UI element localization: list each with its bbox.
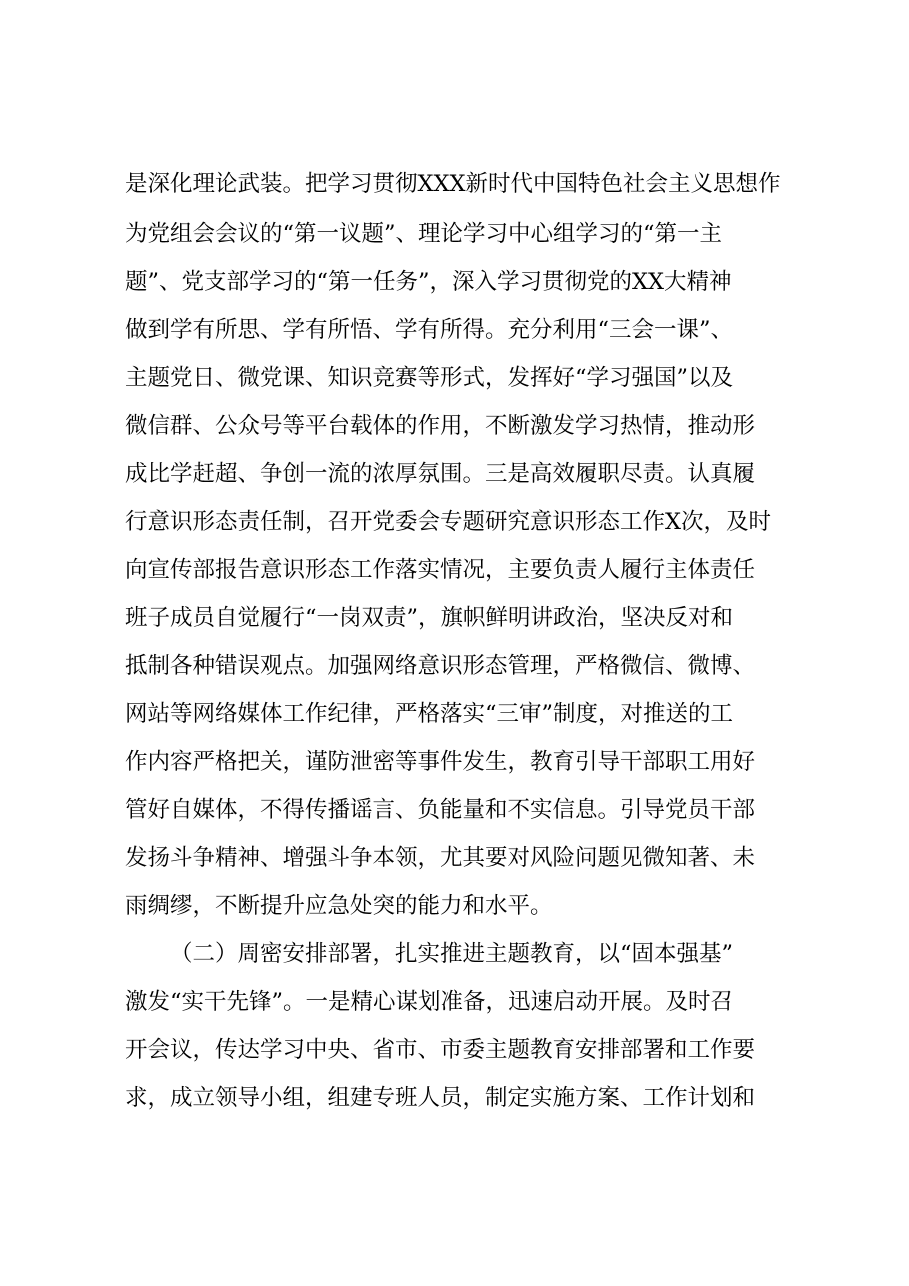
text-line: 网站等网络媒体工作纪律，严格落实“三审”制度，对推送的工: [125, 701, 734, 727]
text-line: 微信群、公众号等平台载体的作用，不断激发学习热情，推动形: [125, 413, 756, 439]
text-line: 向宣传部报告意识形态工作落实情况，主要负责人履行主体责任: [125, 557, 756, 583]
paragraph-heading-line: （二）周密安排部署，扎实推进主题教育，以“固本强基”: [170, 941, 734, 967]
text-line: 激发“实干先锋”。一是精心谋划准备，迅速启动开展。及时召: [125, 989, 734, 1015]
text-line: 发扬斗争精神、增强斗争本领，尤其要对风险问题见微知著、未: [125, 845, 756, 871]
text-line: 行意识形态责任制，召开党委会专题研究意识形态工作X次，及时: [125, 509, 772, 535]
text-line: 管好自媒体，不得传播谣言、负能量和不实信息。引导党员干部: [125, 797, 756, 823]
text-line: 开会议，传达学习中央、省市、市委主题教育安排部署和工作要: [125, 1037, 756, 1063]
text-line: 为党组会会议的“第一议题”、理论学习中心组学习的“第一主: [125, 221, 723, 247]
text-line: 是深化理论武装。把学习贯彻XXX新时代中国特色社会主义思想作: [125, 171, 781, 197]
text-line: 做到学有所思、学有所悟、学有所得。充分利用“三会一课”、: [125, 317, 734, 343]
text-line: 成比学赶超、争创一流的浓厚氛围。三是高效履职尽责。认真履: [125, 461, 756, 487]
text-line: 求，成立领导小组，组建专班人员，制定实施方案、工作计划和: [125, 1085, 756, 1111]
text-line: 班子成员自觉履行“一岗双责”，旗帜鲜明讲政治，坚决反对和: [125, 605, 734, 631]
text-line: 主题党日、微党课、知识竞赛等形式，发挥好“学习强国”以及: [125, 365, 734, 391]
text-line: 题”、党支部学习的“第一任务”，深入学习贯彻党的XX大精神: [125, 269, 732, 295]
text-line: 作内容严格把关，谨防泄密等事件发生，教育引导干部职工用好: [125, 749, 756, 775]
text-line: 抵制各种错误观点。加强网络意识形态管理，严格微信、微博、: [125, 653, 756, 679]
text-line: 雨绸缪，不断提升应急处突的能力和水平。: [125, 893, 553, 919]
